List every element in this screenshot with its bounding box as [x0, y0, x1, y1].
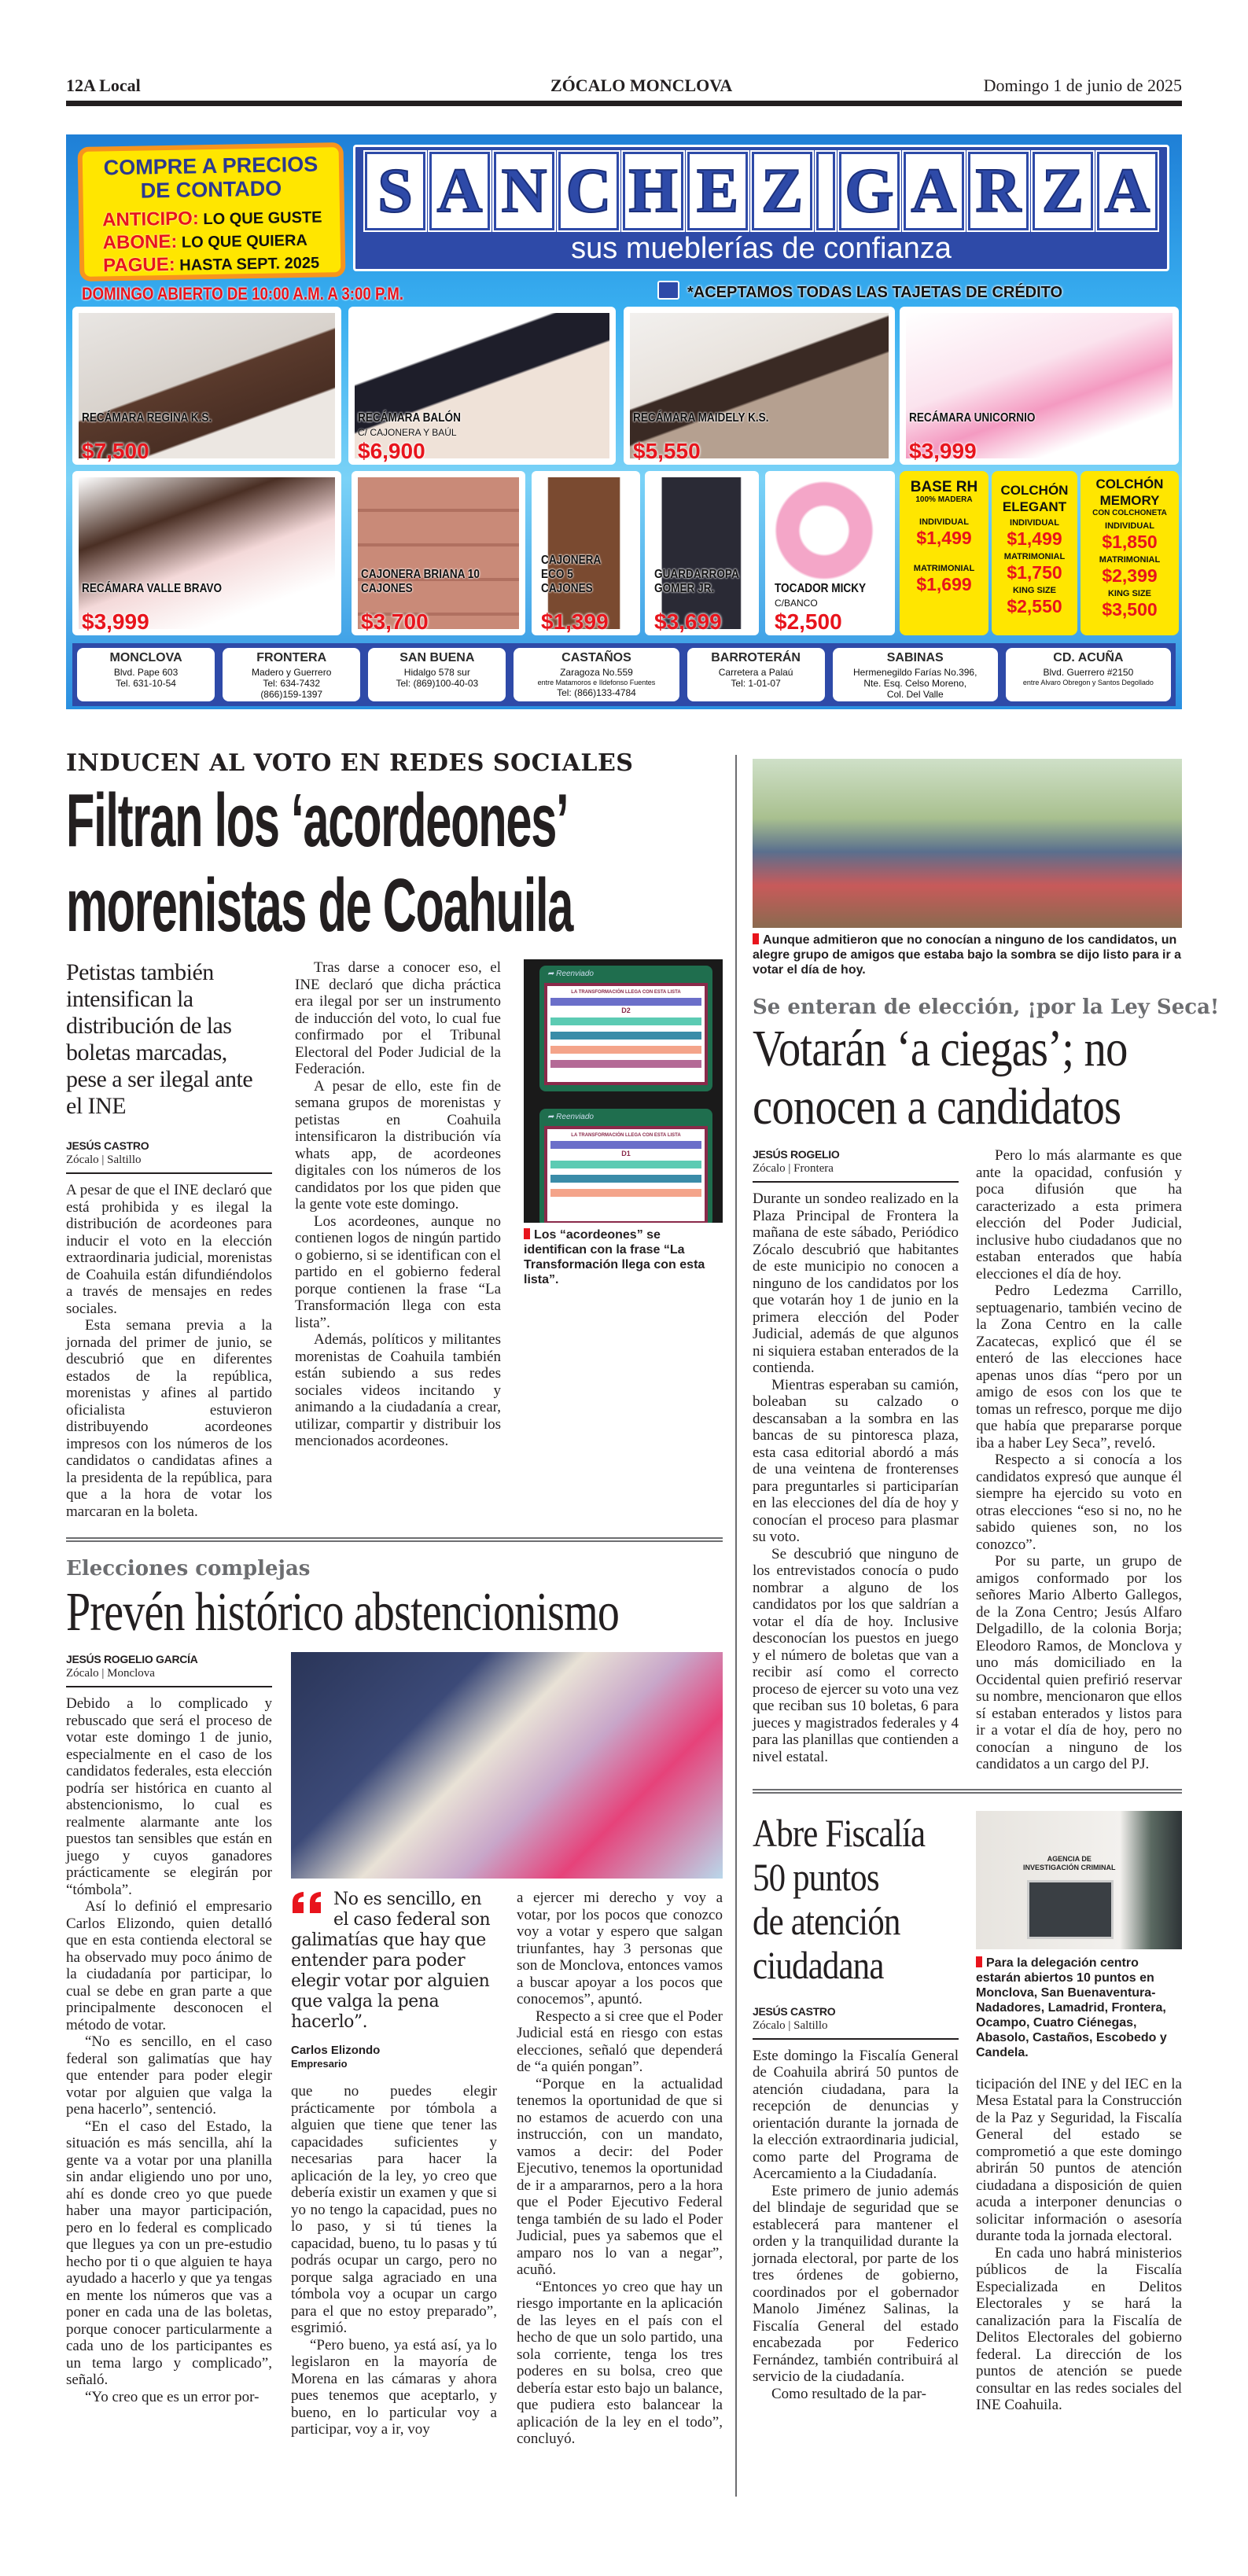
- product-card[interactable]: [624, 307, 895, 465]
- forwarded-label: ➦ Reenviado: [547, 1113, 594, 1121]
- product-name: RECÁMARA MAIDELY K.S.: [633, 411, 769, 425]
- byline: [66, 1139, 272, 1174]
- mattress-price: $1,750: [1007, 562, 1062, 583]
- brand-letter: A: [904, 152, 964, 230]
- product-price: $2,500: [775, 609, 842, 634]
- article-body: [66, 959, 723, 1520]
- paragraph: “Porque en la actualidad tenemos la oportunidad de que si no estamos de acuerdo con una instrucción, con un mandato, vamos a decir: del Poder Ejecutivo, tenemos la oportunidad de ir a ampararnos, pero a la hora que el Poder Ejecutivo Federal tenga también de su lado el Poder Judicial, pues ya sabemos que el amparo nos lo van a negar”, acuñó.: [517, 2075, 723, 2278]
- article-kicker: Se enteran de elección, ¡por la Ley Seca!: [753, 995, 1220, 1019]
- brand-letter: G: [839, 152, 900, 230]
- mattress-size: INDIVIDUAL: [1105, 521, 1154, 531]
- opening-hours: DOMINGO ABIERTO DE 10:00 A.M. A 3:00 P.M.: [82, 284, 404, 304]
- product-name: GUARDARROPA GOMER JR.: [654, 568, 739, 595]
- paragraph: a ejercer mi derecho y voy a votar, por los pocos que conozco voy a votar y espero que salgan triunfantes, hay 3 personas que son de Monclova, entonces vamos a buscar apoyar a los pocos que conocemos”, apuntó.: [517, 1890, 723, 2007]
- ballot-list: LA TRANSFORMACIÓN LLEGA CON ESTA LISTA D2: [544, 983, 708, 1085]
- mattress-size: KING SIZE: [1012, 586, 1056, 595]
- store-sabinas: SABINAS Hermenegildo Farías No.396, Nte. Esq. Celso Moreno, Col. Del Valle: [833, 648, 998, 701]
- article-body: [66, 1652, 723, 2448]
- store-cd-acuna: CD. ACUÑA Blvd. Guerrero #2150 entre Alvaro Obregon y Santos Degollado: [1006, 648, 1171, 701]
- product-name: RECÁMARA REGINA K.S.: [82, 411, 212, 425]
- product-name: RECÁMARA VALLE BRAVO: [82, 582, 223, 595]
- building-door: [1027, 1880, 1114, 1939]
- mattress-subtitle: CON COLCHONETA: [1092, 509, 1167, 517]
- mattress-price: $2,550: [1007, 596, 1062, 616]
- mattress-box[interactable]: [992, 471, 1077, 635]
- author-name: JESÚS CASTRO: [753, 2004, 836, 2018]
- newspaper-name: ZÓCALO MONCLOVA: [550, 75, 733, 95]
- mattress-size: MATRIMONIAL: [1003, 552, 1066, 561]
- product-card[interactable]: [765, 471, 895, 635]
- quote-author-role: Empresario: [291, 2058, 348, 2070]
- paragraph: Este primero de junio además del blindaje de seguridad que se establecerá para mantener el orden y la tranquilidad durante la jornada electoral, por parte de los tres órdenes de gobierno, coordinados por el gobernador Manolo Jiménez Salinas, la Fiscalía General del estado encabezada por Federico Fernández, también contribuirá al servicio de la ciudadanía.: [753, 2182, 959, 2385]
- product-name: CAJONERA ECO 5 CAJONES: [541, 554, 601, 595]
- paragraph: Así lo definió el empresario Carlos Elizondo, quien detalló que en esta contienda electoral se ha observado muy poco ánimo de la ciudadanía por participar, lo cual se debe en gran parte a que principalmente desconocen el método de votar.: [66, 1898, 272, 2033]
- product-name: TOCADOR MICKY: [775, 582, 867, 595]
- mattress-price: $1,699: [916, 574, 972, 594]
- section-divider: [753, 1789, 1182, 1794]
- article-kicker: Elecciones complejas: [66, 1557, 311, 1581]
- byline: [753, 2004, 959, 2040]
- store-locations: [72, 643, 1176, 706]
- paragraph: Tras darse a conocer eso, el INE declaró que dicha práctica era ilegal por ser un instrumento de inducción del voto, lo cual fue confirmado por el Tribunal Electoral del Poder Judicial de la Federación.: [295, 959, 501, 1077]
- article-deck: Petistas también intensifican la distribución de las boletas marcadas, pese a ser ilegal ante el INE: [66, 959, 253, 1119]
- article-headline: morenistas de Coahuila: [66, 863, 573, 948]
- article-headline: Prevén histórico abstencionismo: [66, 1582, 620, 1643]
- paragraph: Este domingo la Fiscalía General de Coahuila abrirá 50 puntos de atención ciudadana, para la recepción de denuncias y orientación durante la jornada de la elección extraordinaria judicial, como parte del Programa de Acercamiento a la Ciudadanía.: [753, 2047, 959, 2182]
- promo-title: COMPRE A PRECIOS: [103, 152, 318, 180]
- credit-cards-notice: *ACEPTAMOS TODAS LAS TAJETAS DE CRÉDITO: [687, 284, 1063, 301]
- promo-title: DE CONTADO: [140, 176, 282, 203]
- brand-letter-gap: [816, 152, 835, 230]
- article-column: [295, 959, 501, 1520]
- brand-letter: C: [558, 152, 619, 230]
- paragraph: que no puedes elegir prácticamente por tómbola a alguien que tiene que tener las capacidades suficientes y necesarias para hacer la aplicación de la ley, yo creo que debería existir un examen y que si yo no tengo la capacidad, pues no lo paso, y si tú tienes la capacidad, bueno, tu lo pasas y tú podrás ocupar un cargo, pero no porque salga agraciado en una tómbola voy a ocupar un cargo para el que no estoy preparado”, esgrimió.: [291, 2083, 497, 2336]
- mattress-box[interactable]: [1080, 471, 1179, 635]
- column-divider: [735, 755, 737, 2497]
- author-name: JESÚS ROGELIO GARCÍA: [66, 1653, 198, 1665]
- paragraph: Mientras esperaban su camión, boleaban su calzado o descansaban a la sombra en las bancas de su pintoresca plaza, esta casa editorial abordó a más de una veintena de fronterenses para preguntarles si participarían en las elecciones del día de hoy y conocían el proceso para plasmar su voto.: [753, 1376, 959, 1545]
- promo-box: [78, 142, 346, 282]
- credit-card-icon: [657, 281, 679, 300]
- mattress-price: $1,850: [1102, 532, 1158, 552]
- brand-letter: Z: [752, 152, 812, 230]
- article-headline: Filtran los ‘acordeones’: [66, 778, 569, 863]
- brand-letter: N: [494, 152, 554, 230]
- quote-author: Carlos Elizondo: [291, 2044, 381, 2057]
- mattress-size: MATRIMONIAL: [913, 564, 975, 573]
- article-column: [291, 2083, 497, 2438]
- paragraph: Por su parte, un grupo de amigos conformado por los señores Mario Alberto Gallegos, de la Zona Centro; Jesús Alfaro Delgadillo, de la colonia Borja; Eleodoro Ramos, de Monclova y uno más domiciliado en la Occidental quien prefirió reservar su nombre, mencionaron que ellos sí estaban enterados y listos para ir a votar el día de hoy, pero no conocían a ninguno de los candidatos a un cargo del PJ.: [976, 1553, 1182, 1772]
- article-column: [517, 1890, 723, 2448]
- paragraph: En cada uno habrá ministerios públicos de la Fiscalía Especializada en Delitos Electorales y se hará la canalización para la Fiscalía de Delitos Electorales del gobierno federal. La dirección de los puntos de atención se puede consultar en las redes sociales del INE Coahuila.: [976, 2244, 1182, 2413]
- message-bubble: [539, 1109, 712, 1223]
- furniture-advertisement[interactable]: [66, 134, 1182, 709]
- product-price: $7,500: [82, 439, 149, 463]
- mattress-name: COLCHÓN MEMORY: [1095, 477, 1164, 508]
- product-price: $3,999: [82, 609, 149, 634]
- product-price: $3,699: [654, 609, 722, 634]
- product-price: $3,999: [909, 439, 977, 463]
- product-card[interactable]: [72, 471, 341, 635]
- article-headline: Votarán ‘a ciegas’; no: [753, 1020, 1128, 1077]
- section-divider: [66, 1537, 723, 1542]
- brand-letter: R: [968, 152, 1029, 230]
- photo-caption: Para la delegación centro estarán abiertos 10 puntos en Monclova, San Buenaventura-Nadadores, Lamadrid, Frontera, Ocampo, Cuatro Ciénegas, Abasolo, Castaños, Escobedo y Candela.: [976, 1956, 1167, 2059]
- message-bubble: [539, 966, 712, 1091]
- friends-group-photo: [753, 759, 1182, 928]
- brand-letters: [365, 152, 1158, 230]
- promo-term: ABONE: LO QUE QUIERA: [102, 230, 308, 254]
- dateline: Zócalo | Saltillo: [753, 2018, 959, 2040]
- store-san-buena: SAN BUENA Hidalgo 578 sur Tel: (869)100-40-03: [368, 648, 506, 701]
- paragraph: “Yo creo que es un error por-: [85, 2388, 260, 2405]
- mattress-size: KING SIZE: [1107, 589, 1151, 598]
- product-image: [906, 313, 1173, 458]
- article-headline: Abre Fiscalía 50 puntos de atención ciudadana: [753, 1810, 926, 1987]
- brand-letter: E: [687, 152, 748, 230]
- paragraph: Como resultado de la par-: [771, 2385, 926, 2402]
- product-price: $5,550: [633, 439, 701, 463]
- paragraph: Respecto a si conocía a los candidatos expresó que aunque él siempre ha ejercido su voto en otras elecciones “eso si no, no he sabido quienes son, no los conozco”.: [976, 1452, 1182, 1553]
- ballot-list: LA TRANSFORMACIÓN LLEGA CON ESTA LISTA D1: [544, 1126, 708, 1223]
- paragraph: ticipación del INE y del IEC en la Mesa Estatal para la Construcción de la Paz y Seguridad, la Fiscalía General del estado se comprometió a que este domingo abrirán 50 puntos de atención ciudadana a disposición de quien acuda a interponer denuncias o solicitar información o asesoría durante toda la jornada electoral.: [976, 2075, 1182, 2244]
- promo-term: ANTICIPO: LO QUE GUSTE: [101, 208, 322, 231]
- product-card[interactable]: [72, 307, 341, 465]
- brand-tagline: sus mueblerías de confianza: [571, 232, 952, 265]
- paragraph: Pero lo más alarmante es que ante la opacidad, confusión y poca difusión que ha caracterizado a esta primera elección del Poder Judicial, inclusive hubo ciudadanos que no estaban enterados que había elecciones el día de hoy.: [976, 1147, 1182, 1282]
- paragraph: Además, políticos y militantes morenistas de Coahuila también están subiendo a sus redes sociales videos incitando y animando a la ciudadanía a crear, utilizar, compartir y distribuir los mencionados acordeones.: [295, 1331, 501, 1449]
- pull-quote: [291, 1890, 497, 2070]
- product-price: $6,900: [358, 439, 425, 463]
- article-column-left: [66, 1652, 272, 2448]
- mattress-price: $3,500: [1102, 599, 1158, 620]
- paragraph: “En el caso del Estado, la situación es más sencilla, ahí la gente va a votar por una planilla sin andar eligiendo uno por uno, ahí es donde creo yo que puede haber una mayor participación, pero en lo federal es complicado que llegues ya con un pre-estudio hecho por ti o que alguien te haya ayudado a hacerlo y que ya tengas en mente los números que vas a poner en cada una de las boletas, porque conocer particularmente a cada uno de los participantes es un tema largo y complicado”, señaló.: [66, 2118, 272, 2388]
- dateline: Zócalo | Frontera: [753, 1161, 959, 1183]
- article-column-left: [66, 959, 272, 1520]
- promo-term: PAGUE: HASTA SEPT. 2025: [102, 253, 320, 277]
- article-column: [66, 1182, 272, 1520]
- product-image: [630, 313, 889, 458]
- article-column-left: [753, 1811, 959, 2414]
- article-columns: [291, 1890, 723, 2448]
- dateline: Zócalo | Saltillo: [66, 1153, 272, 1174]
- building-sign: AGENCIA DE INVESTIGACIÓN CRIMINAL: [1023, 1854, 1116, 1871]
- product-image: [651, 477, 753, 629]
- store-frontera: FRONTERA Madero y Guerrero Tel: 634-7432 (866)159-1397: [223, 648, 360, 701]
- whatsapp-screenshot-photo: [524, 959, 723, 1223]
- brand-letter: Z: [1033, 152, 1093, 230]
- photo-column: [524, 959, 723, 1520]
- mattress-size: INDIVIDUAL: [919, 517, 969, 527]
- article-right-area: [291, 1652, 723, 2448]
- byline: [66, 1652, 272, 1687]
- paragraph: “Entonces yo creo que hay un riesgo importante en la aplicación de las leyes en el país con el hecho de que un solo partido, una sola corriente, tenga los tres poderes en su bolsa, creo que debería estar esto bajo un balance, que pudiera esto balancear la aplicación de la ley en el todo”, concluyó.: [517, 2278, 723, 2447]
- product-image: [79, 477, 335, 629]
- product-price: $3,700: [361, 609, 429, 634]
- article-column: [66, 1695, 272, 2405]
- quote-text: No es sencillo, en el caso federal son galimatías que hay que entender para poder elegir votar por alguien que valga la pena hacerlo”.: [291, 1890, 491, 2032]
- article-body: [753, 1811, 1182, 2414]
- article-column: [753, 1190, 959, 1765]
- product-image: [358, 477, 519, 629]
- paragraph: Respecto a si cree que el Poder Judicial está en riesgo con estas elecciones, señaló que dependerá de “a quién pongan”.: [517, 2007, 723, 2075]
- product-subtitle: C/BANCO: [775, 598, 818, 609]
- product-name: RECÁMARA BALÓN: [358, 411, 461, 425]
- brand-letter: H: [623, 152, 683, 230]
- quote-mark-icon: [291, 1891, 326, 1915]
- photo-caption: Aunque admitieron que no conocían a ninguno de los candidatos, un alegre grupo de amigos que estaba bajo la sombra se dijo listo para ir a votar el día de hoy.: [753, 933, 1182, 977]
- store-monclova: MONCLOVA Blvd. Pape 603 Tel. 631-10-54: [77, 648, 215, 701]
- article-column-middle: [291, 1890, 497, 2448]
- paragraph: Esta semana previa a la jornada del primer de junio, se descubrió que en diferentes estados de la república, morenistas y afines al partido oficialista estuvieron distribuyendo acordeones impresos con los números de los candidatos o candidatas afines a la presidenta de la república, para que a la hora de votar los marcaran en la boleta.: [66, 1317, 272, 1520]
- dateline: Zócalo | Monclova: [66, 1666, 272, 1687]
- product-price: $1,399: [541, 609, 609, 634]
- article-headline: conocen a candidatos: [753, 1078, 1121, 1135]
- product-name: CAJONERA BRIANA 10 CAJONES: [361, 568, 480, 595]
- paragraph: A pesar de ello, este fin de semana grupos de morenistas y petistas en Coahuila intensificaron la distribución vía whats app, de acordeones digitales con los números de los candidatos por los que piden que la gente vote este domingo.: [295, 1077, 501, 1213]
- ballots-photo: [291, 1652, 723, 1879]
- mattress-price: $2,399: [1102, 565, 1158, 586]
- store-barroteran: BARROTERÁN Carretera a Palaú Tel: 1-01-07: [687, 648, 825, 701]
- mattress-price: $1,499: [1007, 528, 1062, 549]
- article-column-right: [976, 1811, 1182, 2414]
- paragraph: Durante un sondeo realizado en la Plaza Principal de Frontera la mañana de este sábado, Periódico Zócalo descubrió que habitantes de este municipio no conocen a ninguno de los candidatos por los que votarán hoy 1 de junio en la primera elección del Poder Judicial, además de que algunos ni siquiera estaban enterados de la contienda.: [753, 1190, 959, 1376]
- brand-letter: A: [429, 152, 490, 230]
- author-name: JESÚS CASTRO: [66, 1139, 149, 1152]
- product-image: [79, 313, 335, 458]
- paragraph: Pedro Ledezma Carrillo, septuagenario, también vecino de la Zona Centro en la calle Zacatecas, explicó que él se enteró de las elecciones hace apenas unos días “pero por un amigo de esos con los que te tomas un refresco, porque me dijo que había que prepararse porque iba a haber Ley Seca”, reveló.: [976, 1282, 1182, 1452]
- product-card[interactable]: [645, 471, 759, 635]
- product-card[interactable]: [532, 471, 640, 635]
- article-column: [976, 2076, 1182, 2414]
- mattress-size: INDIVIDUAL: [1010, 518, 1059, 528]
- article-kicker: INDUCEN AL VOTO EN REDES SOCIALES: [66, 749, 634, 777]
- mattress-name: COLCHÓN ELEGANT: [1000, 483, 1069, 514]
- paragraph: Los acordeones, aunque no contienen logos de ningún partido o gobierno, si se identifican con el partido en el gobierno federal porque contienen la frase “La Transformación llega con esta lista”.: [295, 1213, 501, 1331]
- brand-logo: [353, 145, 1169, 271]
- author-name: JESÚS ROGELIO: [753, 1148, 840, 1161]
- product-card[interactable]: [352, 471, 525, 635]
- mattress-name: BASE RH: [910, 479, 978, 495]
- article-column: [753, 2048, 959, 2403]
- mattress-box[interactable]: [900, 471, 988, 635]
- prosecutor-office-photo: [976, 1811, 1182, 1949]
- paragraph: A pesar de que el INE declaró que está prohibida y es ilegal la distribución de acordeones para inducir el voto en la elección extraordinaria judicial, morenistas de Coahuila están difundiéndolos a través de mensajes en redes sociales.: [66, 1182, 272, 1317]
- brand-letter: S: [365, 152, 425, 230]
- issue-date: Domingo 1 de junio de 2025: [983, 75, 1182, 95]
- paragraph: “Pero bueno, ya está así, ya lo legislaron en la mayoría de Morena en las cámaras y ahora pues tenemos que aceptarlo, y bueno, en lo particular voy a participar, voy a ir, voy: [291, 2336, 497, 2438]
- paragraph: Se descubrió que ninguno de los entrevistados conocía o pudo nombrar a alguno de los candidatos por los que saldrían a votar el día de hoy. Inclusive desconocían los puestos en juego y el número de boletas que van a recibir así como el correcto proceso de ejercer su voto una vez que reciban sus 10 boletas, 6 para jueces y magistrados federales y 4 para las planillas que contienden a nivel estatal.: [753, 1545, 959, 1765]
- paragraph: “No es sencillo, en el caso federal son galimatías que hay que entender para poder elegir votar por alguien que valga la pena hacerlo”, sentenció.: [66, 2033, 272, 2118]
- product-card[interactable]: [900, 307, 1179, 465]
- photo-caption: Los “acordeones” se identifican con la frase “La Transformación llega con esta lista”.: [524, 1228, 705, 1286]
- byline: [753, 1147, 959, 1183]
- article-column: [976, 1147, 1182, 1773]
- product-name: RECÁMARA UNICORNIO: [909, 411, 1036, 425]
- store-castanos: CASTAÑOS Zaragoza No.559 entre Matamoros e Ildefonso Fuentes Tel: (866)133-4784: [514, 648, 679, 701]
- product-subtitle: C/ CAJONERA Y BAÚL: [358, 427, 457, 438]
- brand-letter: A: [1097, 152, 1158, 230]
- article-body: [753, 1147, 1182, 1773]
- header-rule: [66, 101, 1182, 106]
- article-column-left: [753, 1147, 959, 1773]
- forwarded-label: ➦ Reenviado: [547, 970, 594, 978]
- section-label: 12A Local: [66, 75, 141, 95]
- left-news-region: [66, 749, 723, 2448]
- mattress-size: MATRIMONIAL: [1099, 555, 1161, 565]
- right-news-region: [753, 759, 1220, 2414]
- mattress-subtitle: 100% MADERA: [915, 495, 973, 504]
- mattress-price: $1,499: [916, 528, 972, 548]
- paragraph: Debido a lo complicado y rebuscado que será el proceso de votar este domingo 1 de junio, especialmente en el caso de los candidatos federales, esta elección podría ser histórica en cuanto al abstencionismo, lo cual es realmente alarmante ante los puestos tan sensibles que están en juego y cuyos ganadores prácticamente se elegirán por “tómbola”.: [66, 1695, 272, 1898]
- product-card[interactable]: [348, 307, 616, 465]
